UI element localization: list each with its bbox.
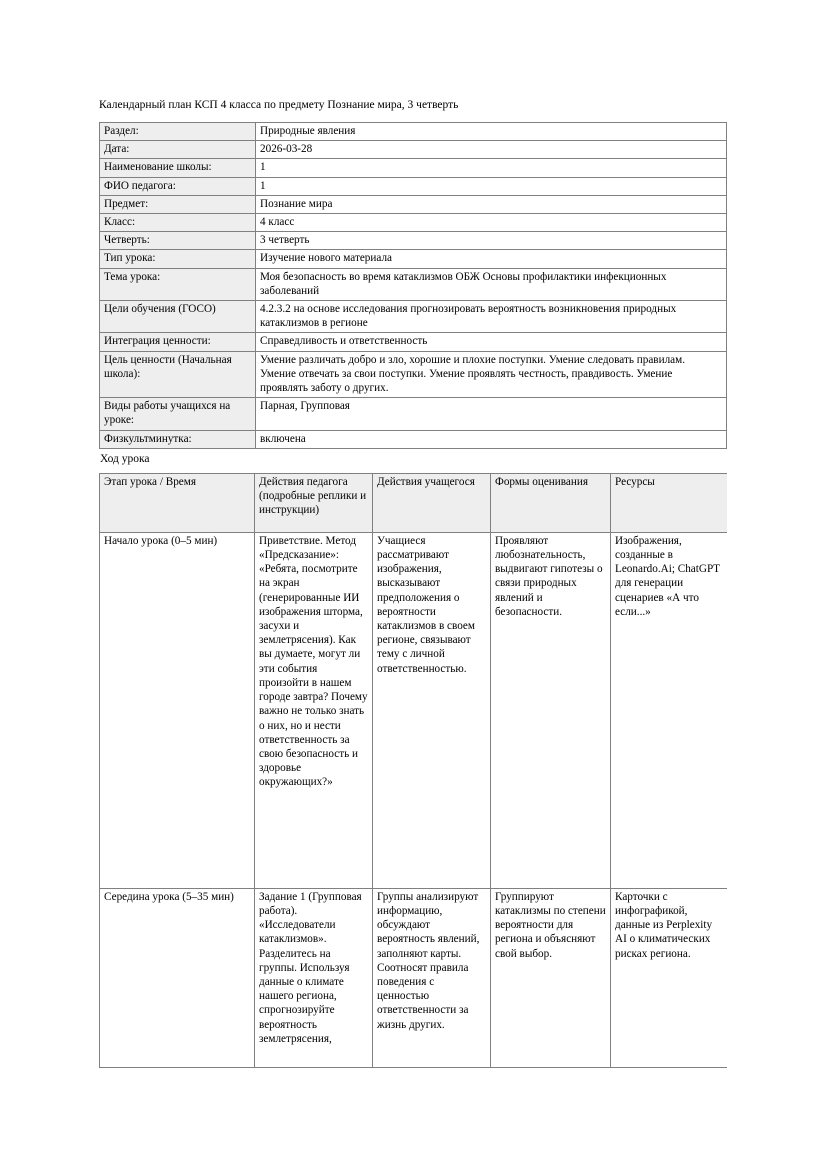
table-row xyxy=(100,888,728,1067)
table-row xyxy=(100,532,728,888)
table-row xyxy=(100,430,727,448)
cell-stage: Середина урока (5–35 мин) xyxy=(100,888,255,1067)
table-row xyxy=(100,177,727,195)
table-row xyxy=(100,195,727,213)
info-value: 1 xyxy=(256,177,727,195)
info-value: Справедливость и ответственность xyxy=(256,333,727,351)
info-label: Цель ценности (Начальная школа): xyxy=(100,351,256,398)
column-header-student-actions: Действия учащегося xyxy=(373,473,491,532)
table-row xyxy=(100,351,727,398)
info-label: Наименование школы: xyxy=(100,159,256,177)
column-header-resources: Ресурсы xyxy=(611,473,728,532)
table-row xyxy=(100,123,727,141)
cell-resources: Изображения, созданные в Leonardo.Ai; ChatGPT для генерации сценариев «А что если...» xyxy=(611,532,728,888)
table-row xyxy=(100,333,727,351)
column-header-stage: Этап урока / Время xyxy=(100,473,255,532)
document-content xyxy=(99,98,727,1068)
section-label-lesson-flow: Ход урока xyxy=(100,452,150,465)
info-label: Класс: xyxy=(100,214,256,232)
info-label: Цели обучения (ГОСО) xyxy=(100,301,256,333)
column-header-teacher-actions: Действия педагога (подробные реплики и инструкции) xyxy=(255,473,373,532)
page-title: Календарный план КСП 4 класса по предмету Познание мира, 3 четверть xyxy=(99,99,459,111)
cell-stage: Начало урока (0–5 мин) xyxy=(100,532,255,888)
table-header-row xyxy=(100,473,728,532)
info-value: Изучение нового материала xyxy=(256,250,727,268)
info-value: 4.2.3.2 на основе исследования прогнозировать вероятность возникновения природных катаклизмов в регионе xyxy=(256,301,727,333)
info-value: 4 класс xyxy=(256,214,727,232)
info-label: ФИО педагога: xyxy=(100,177,256,195)
info-value: Познание мира xyxy=(256,195,727,213)
table-row xyxy=(100,301,727,333)
info-label: Интеграция ценности: xyxy=(100,333,256,351)
info-label: Четверть: xyxy=(100,232,256,250)
table-row xyxy=(100,250,727,268)
info-value: 2026-03-28 xyxy=(256,141,727,159)
column-header-assessment-forms: Формы оценивания xyxy=(491,473,611,532)
info-value: Моя безопасность во время катаклизмов ОБЖ Основы профилактики инфекционных заболеваний xyxy=(256,268,727,300)
info-label: Физкультминутка: xyxy=(100,430,256,448)
lesson-flow-body xyxy=(100,532,728,1067)
info-value: Парная, Групповая xyxy=(256,398,727,430)
cell-student-actions: Учащиеся рассматривают изображения, высказывают предположения о вероятности катаклизмов в своем регионе, связывают тему с личной ответственностью. xyxy=(373,532,491,888)
info-label: Дата: xyxy=(100,141,256,159)
cell-teacher-actions: Приветствие. Метод «Предсказание»: «Ребята, посмотрите на экран (генерированные ИИ изображения шторма, засухи и землетрясения). Как вы думаете, могут ли эти события произойти в нашем городе завтра? Почему важно не только знать о них, но и нести ответственность за свою безопасность и здоровье окружающих?» xyxy=(255,532,373,888)
info-value: Умение различать добро и зло, хорошие и плохие поступки. Умение следовать правилам. Умение отвечать за свои поступки. Умение проявлять честность, правдивость. Умение проявлять заботу о других. xyxy=(256,351,727,398)
cell-student-actions: Группы анализируют информацию, обсуждают вероятность явлений, заполняют карты. Соотносят правила поведения с ценностью ответственности за жизнь других. xyxy=(373,888,491,1067)
table-row xyxy=(100,214,727,232)
cell-assessment: Группируют катаклизмы по степени вероятности для региона и объясняют свой выбор. xyxy=(491,888,611,1067)
table-row xyxy=(100,232,727,250)
info-label: Предмет: xyxy=(100,195,256,213)
info-value: 3 четверть xyxy=(256,232,727,250)
cell-resources: Карточки с инфографикой, данные из Perplexity AI о климатических рисках региона. xyxy=(611,888,728,1067)
lesson-flow-table xyxy=(99,473,727,1068)
info-label: Виды работы учащихся на уроке: xyxy=(100,398,256,430)
table-row xyxy=(100,268,727,300)
cell-assessment: Проявляют любознательность, выдвигают гипотезы о связи природных явлений и безопасности. xyxy=(491,532,611,888)
table-row xyxy=(100,159,727,177)
table-row xyxy=(100,398,727,430)
cell-teacher-actions: Задание 1 (Групповая работа). «Исследователи катаклизмов». Разделитесь на группы. Используя данные о климате нашего региона, спрогнозируйте вероятность землетрясения, xyxy=(255,888,373,1067)
lesson-info-table xyxy=(99,122,727,449)
info-value: включена xyxy=(256,430,727,448)
table-row xyxy=(100,141,727,159)
lesson-info-body xyxy=(100,123,727,449)
lesson-flow-header xyxy=(100,473,728,532)
info-label: Тема урока: xyxy=(100,268,256,300)
info-value: Природные явления xyxy=(256,123,727,141)
info-label: Раздел: xyxy=(100,123,256,141)
info-label: Тип урока: xyxy=(100,250,256,268)
info-value: 1 xyxy=(256,159,727,177)
